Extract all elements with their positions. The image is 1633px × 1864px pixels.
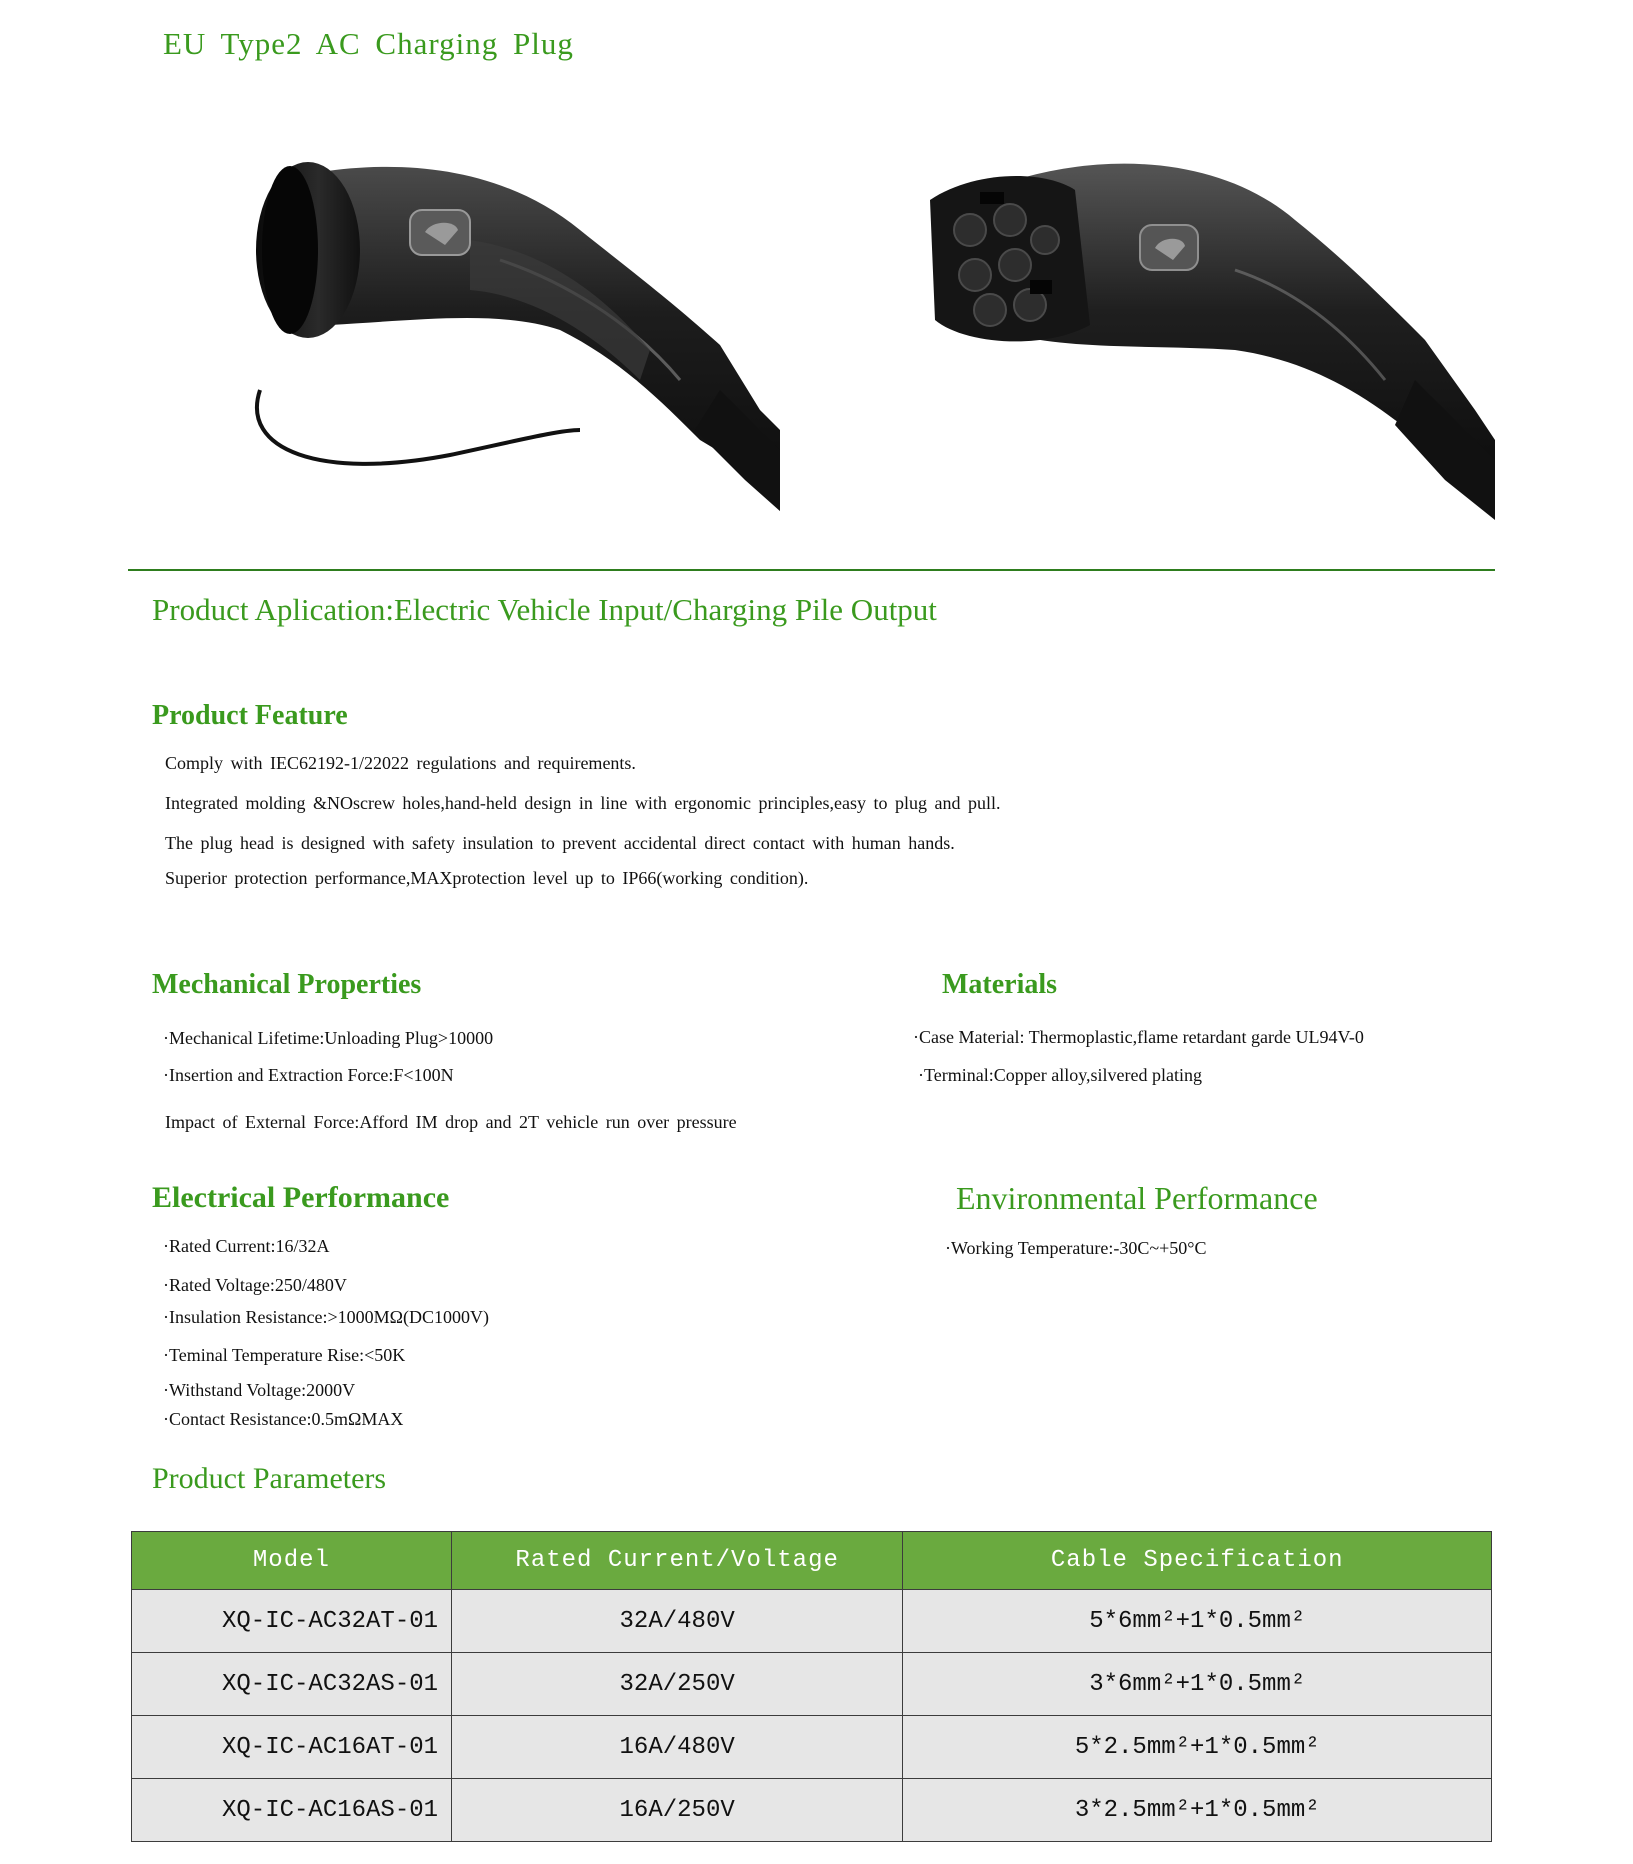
feature-item: The plug head is designed with safety insulation to prevent accidental direct contact with human hands.	[165, 833, 955, 853]
column-header-cable: Cable Specification	[903, 1532, 1492, 1590]
model-cell: XQ-IC-AC16AT-01	[132, 1716, 452, 1779]
table-row	[132, 1653, 1492, 1716]
parameters-heading: Product Parameters	[152, 1462, 387, 1495]
rating-cell: 16A/480V	[451, 1716, 903, 1779]
plug-side-image	[200, 150, 780, 520]
electrical-item: ·Rated Current:16/32A	[163, 1236, 330, 1256]
rating-cell: 32A/250V	[451, 1653, 903, 1716]
materials-heading: Materials	[942, 969, 1058, 1000]
plug-front-photo	[915, 150, 1495, 520]
electrical-item: ·Rated Voltage:250/480V	[163, 1275, 347, 1295]
cable-cell: 3*2.5mm²+1*0.5mm²	[903, 1779, 1492, 1842]
mechanical-item: ·Insertion and Extraction Force:F<100N	[163, 1065, 454, 1085]
table-row	[132, 1590, 1492, 1653]
cable-cell: 5*2.5mm²+1*0.5mm²	[903, 1716, 1492, 1779]
column-header-model: Model	[132, 1532, 452, 1590]
page-title: EU Type2 AC Charging Plug	[163, 26, 574, 61]
materials-item: ·Terminal:Copper alloy,silvered plating	[918, 1065, 1202, 1085]
electrical-item: ·Contact Resistance:0.5mΩMAX	[163, 1409, 404, 1429]
section-divider	[128, 569, 1495, 571]
table-row	[132, 1779, 1492, 1842]
plug-side-photo	[200, 150, 780, 520]
model-cell: XQ-IC-AC16AS-01	[132, 1779, 452, 1842]
rating-cell: 16A/250V	[451, 1779, 903, 1842]
materials-item: ·Case Material: Thermoplastic,flame retardant garde UL94V-0	[913, 1027, 1364, 1047]
feature-item: Superior protection performance,MAXprotection level up to IP66(working condition).	[165, 868, 809, 888]
environmental-heading: Environmental Performance	[956, 1180, 1318, 1216]
electrical-item: ·Withstand Voltage:2000V	[163, 1380, 356, 1400]
mechanical-item: ·Mechanical Lifetime:Unloading Plug>10000	[163, 1028, 494, 1048]
environmental-item: ·Working Temperature:-30C~+50°C	[945, 1238, 1207, 1258]
mechanical-heading: Mechanical Properties	[152, 969, 422, 1000]
table-row	[132, 1716, 1492, 1779]
feature-item: Comply with IEC62192-1/22022 regulations and requirements.	[165, 753, 636, 773]
model-cell: XQ-IC-AC32AT-01	[132, 1590, 452, 1653]
electrical-item: ·Teminal Temperature Rise:<50K	[163, 1345, 406, 1365]
electrical-heading: Electrical Performance	[152, 1181, 450, 1214]
plug-front-image	[915, 150, 1495, 520]
column-header-rating: Rated Current/Voltage	[451, 1532, 903, 1590]
parameters-table	[131, 1531, 1492, 1842]
mechanical-item: Impact of External Force:Afford IM drop and 2T vehicle run over pressure	[165, 1112, 737, 1132]
cable-cell: 3*6mm²+1*0.5mm²	[903, 1653, 1492, 1716]
rating-cell: 32A/480V	[451, 1590, 903, 1653]
model-cell: XQ-IC-AC32AS-01	[132, 1653, 452, 1716]
electrical-item: ·Insulation Resistance:>1000MΩ(DC1000V)	[163, 1307, 489, 1327]
cable-cell: 5*6mm²+1*0.5mm²	[903, 1590, 1492, 1653]
feature-heading: Product Feature	[152, 700, 348, 731]
feature-item: Integrated molding &NOscrew holes,hand-held design in line with ergonomic principles,easy to plug and pull.	[165, 793, 1001, 813]
product-application: Product Aplication:Electric Vehicle Input/Charging Pile Output	[152, 592, 937, 627]
table-header-row	[132, 1532, 1492, 1590]
